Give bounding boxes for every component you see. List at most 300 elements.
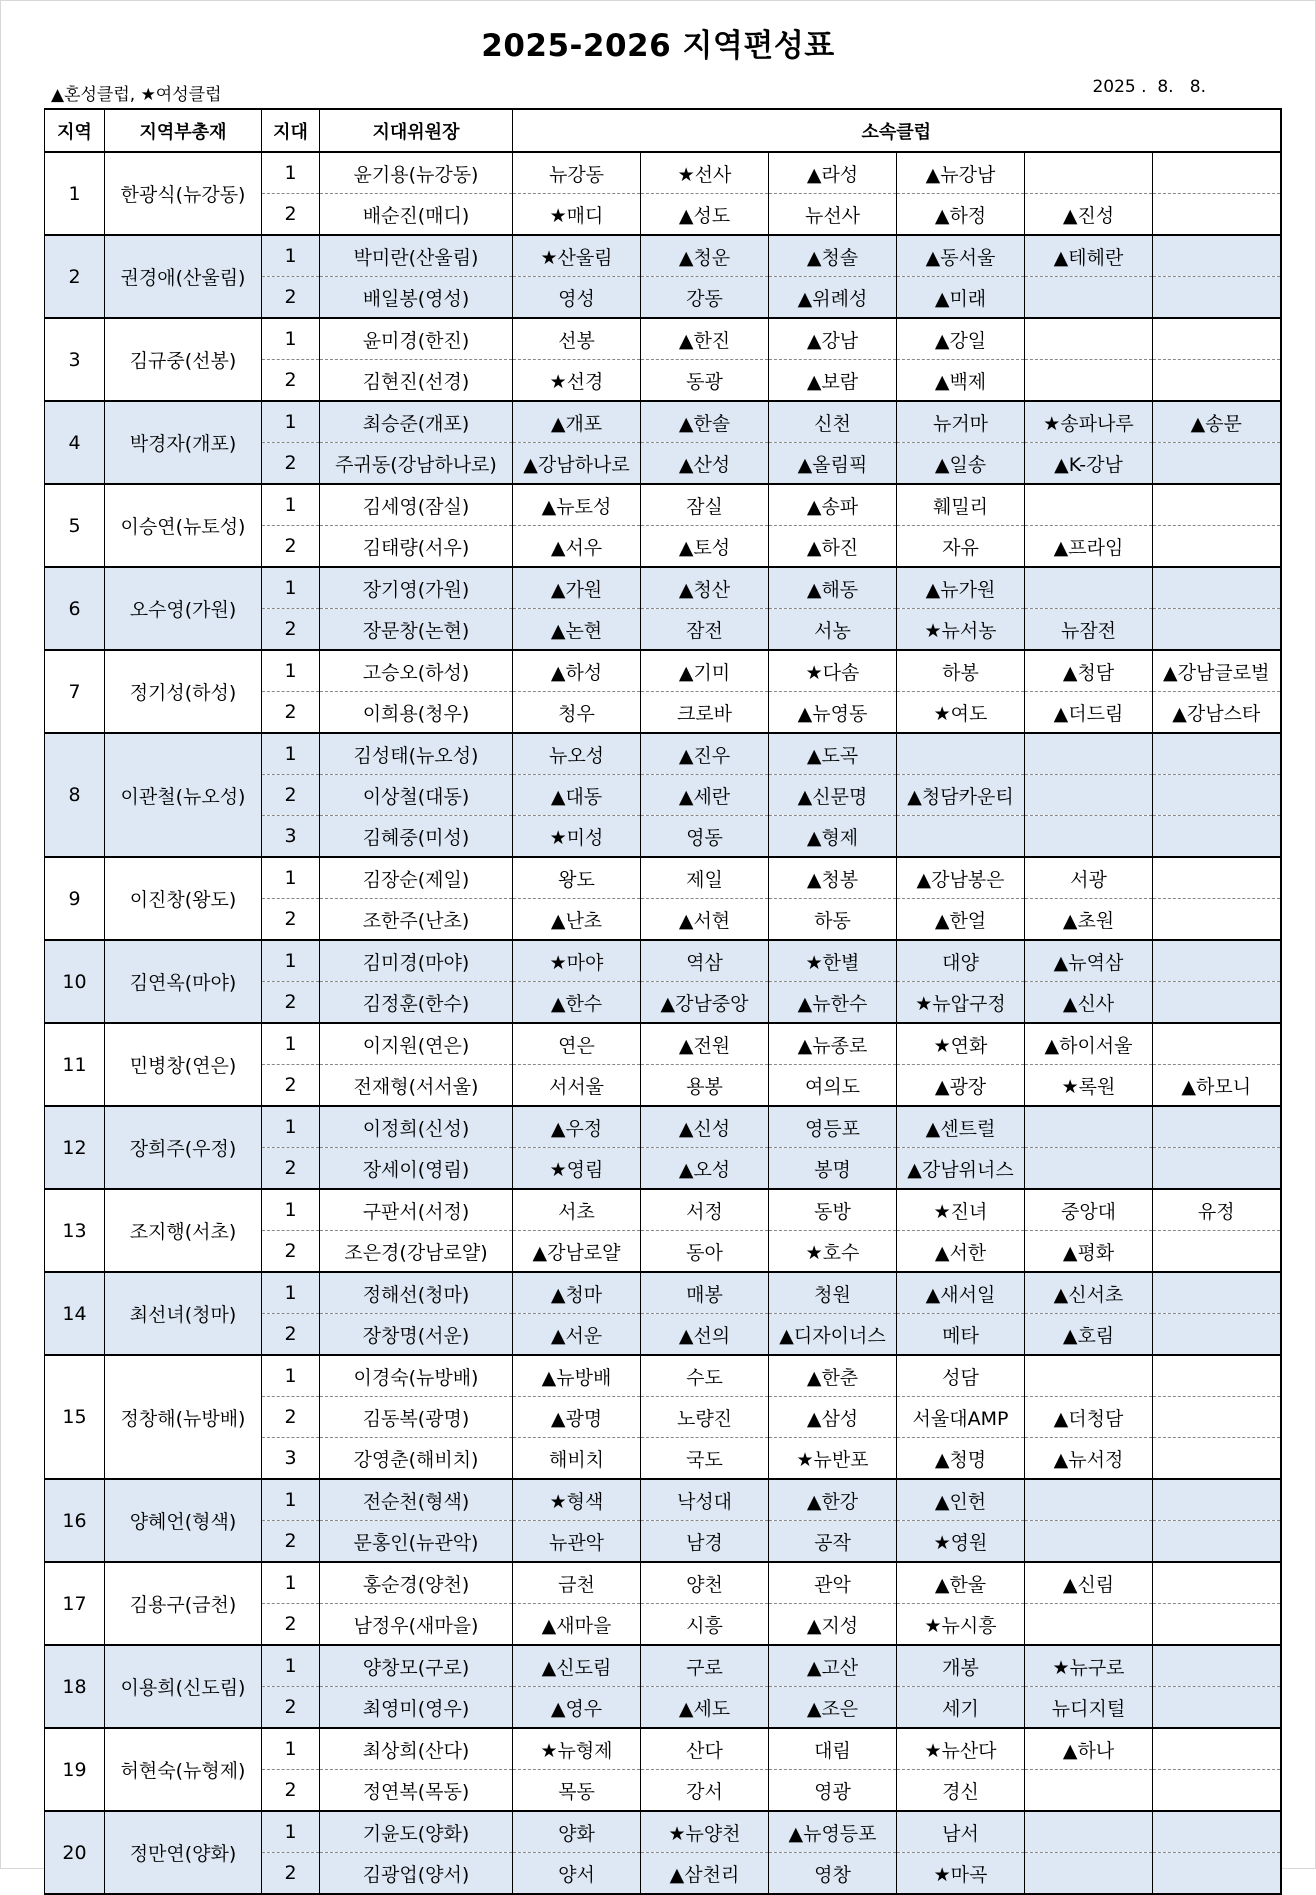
- club-cell: [1153, 526, 1281, 568]
- club-cell: ▲초원: [1025, 899, 1153, 941]
- club-cell: [1025, 484, 1153, 526]
- club-cell: 하동: [769, 899, 897, 941]
- club-cell: [1153, 235, 1281, 277]
- club-cell: ▲우정: [513, 1106, 641, 1148]
- club-cell: [1153, 816, 1281, 858]
- club-cell: [1025, 360, 1153, 402]
- club-cell: [1025, 1853, 1153, 1895]
- club-cell: ▲영우: [513, 1687, 641, 1729]
- club-cell: ▲한수: [513, 982, 641, 1024]
- club-cell: [1153, 982, 1281, 1024]
- club-cell: ▲강남하나로: [513, 443, 641, 485]
- club-cell: ▲디자이너스: [769, 1314, 897, 1356]
- unit-chair: 기윤도(양화): [320, 1811, 513, 1853]
- club-cell: ▲토성: [641, 526, 769, 568]
- table-row: [45, 940, 1281, 982]
- club-cell: 뉴잠전: [1025, 609, 1153, 651]
- unit-number: 1: [262, 1811, 320, 1853]
- club-cell: 선봉: [513, 318, 641, 360]
- club-cell: ▲강남스타: [1153, 692, 1281, 734]
- club-cell: [1025, 775, 1153, 816]
- unit-chair: 김혜중(미성): [320, 816, 513, 858]
- unit-chair: 전순천(형색): [320, 1479, 513, 1521]
- region-number: 2: [45, 235, 105, 318]
- unit-number: 2: [262, 899, 320, 941]
- unit-chair: 이지원(연은): [320, 1023, 513, 1065]
- unit-chair: 문홍인(뉴관악): [320, 1521, 513, 1563]
- unit-number: 3: [262, 816, 320, 858]
- club-cell: ★호수: [769, 1231, 897, 1273]
- unit-chair: 김장순(제일): [320, 857, 513, 899]
- region-number: 12: [45, 1106, 105, 1189]
- club-cell: ▲뉴영등포: [769, 1811, 897, 1853]
- club-cell: ▲한솔: [641, 401, 769, 443]
- club-cell: 성담: [897, 1355, 1025, 1397]
- club-cell: ▲선의: [641, 1314, 769, 1356]
- club-cell: ★뉴산다: [897, 1728, 1025, 1770]
- club-cell: ▲하진: [769, 526, 897, 568]
- unit-chair: 김동복(광명): [320, 1397, 513, 1438]
- club-cell: 유정: [1153, 1189, 1281, 1231]
- club-cell: ▲뉴토성: [513, 484, 641, 526]
- club-cell: ▲서운: [513, 1314, 641, 1356]
- club-cell: 공작: [769, 1521, 897, 1563]
- club-cell: ★산울림: [513, 235, 641, 277]
- vice-governor: 조지행(서초): [105, 1189, 262, 1272]
- club-cell: 뉴거마: [897, 401, 1025, 443]
- club-cell: ★영원: [897, 1521, 1025, 1563]
- unit-chair: 장문창(논현): [320, 609, 513, 651]
- club-cell: [1153, 1770, 1281, 1812]
- club-cell: ▲평화: [1025, 1231, 1153, 1273]
- club-cell: [1025, 1604, 1153, 1646]
- club-cell: ▲진우: [641, 733, 769, 775]
- club-cell: 개봉: [897, 1645, 1025, 1687]
- club-cell: ▲뉴종로: [769, 1023, 897, 1065]
- vice-governor: 이용희(신도림): [105, 1645, 262, 1728]
- unit-number: 2: [262, 1521, 320, 1563]
- club-cell: 노량진: [641, 1397, 769, 1438]
- table-row: [45, 1645, 1281, 1687]
- club-cell: ▲새마을: [513, 1604, 641, 1646]
- legend: ▲혼성클럽, ★여성클럽: [51, 85, 222, 105]
- region-number: 4: [45, 401, 105, 484]
- club-cell: 영동: [641, 816, 769, 858]
- vice-governor: 이승연(뉴토성): [105, 484, 262, 567]
- club-cell: 역삼: [641, 940, 769, 982]
- club-cell: ★송파나루: [1025, 401, 1153, 443]
- table-row: [45, 1479, 1281, 1521]
- region-number: 6: [45, 567, 105, 650]
- club-cell: ▲형제: [769, 816, 897, 858]
- table-row: [45, 1272, 1281, 1314]
- club-cell: [1025, 733, 1153, 775]
- club-cell: [1153, 1604, 1281, 1646]
- club-cell: ▲한춘: [769, 1355, 897, 1397]
- club-cell: [1153, 1687, 1281, 1729]
- club-cell: [1153, 152, 1281, 194]
- unit-chair: 구판서(서정): [320, 1189, 513, 1231]
- unit-number: 2: [262, 360, 320, 402]
- club-cell: ▲위례성: [769, 277, 897, 319]
- table-row: [45, 567, 1281, 609]
- table-row: [45, 1355, 1281, 1397]
- unit-chair: 장세이(영림): [320, 1148, 513, 1190]
- club-cell: ▲강남위너스: [897, 1148, 1025, 1190]
- club-cell: 왕도: [513, 857, 641, 899]
- table-row: [45, 1189, 1281, 1231]
- club-cell: [1153, 1023, 1281, 1065]
- table-row: [45, 1811, 1281, 1853]
- unit-chair: 양창모(구로): [320, 1645, 513, 1687]
- unit-chair: 최승준(개포): [320, 401, 513, 443]
- table-row: [45, 1106, 1281, 1148]
- club-cell: ▲기미: [641, 650, 769, 692]
- club-cell: 봉명: [769, 1148, 897, 1190]
- unit-number: 3: [262, 1438, 320, 1480]
- club-cell: ▲세란: [641, 775, 769, 816]
- club-cell: 메타: [897, 1314, 1025, 1356]
- page-title: 2025-2026 지역편성표: [481, 28, 835, 64]
- vice-governor: 김용구(금천): [105, 1562, 262, 1645]
- club-cell: [1153, 733, 1281, 775]
- club-cell: ▲강남봉은: [897, 857, 1025, 899]
- club-cell: 뉴관악: [513, 1521, 641, 1563]
- unit-chair: 이희용(청우): [320, 692, 513, 734]
- club-cell: 서농: [769, 609, 897, 651]
- club-cell: [1153, 1521, 1281, 1563]
- club-cell: ▲하모니: [1153, 1065, 1281, 1107]
- club-cell: 잠실: [641, 484, 769, 526]
- club-cell: ▲신서초: [1025, 1272, 1153, 1314]
- unit-chair: 조은경(강남로얄): [320, 1231, 513, 1273]
- unit-number: 2: [262, 1853, 320, 1895]
- club-cell: [1025, 318, 1153, 360]
- club-cell: 경신: [897, 1770, 1025, 1812]
- club-cell: 청원: [769, 1272, 897, 1314]
- club-cell: 여의도: [769, 1065, 897, 1107]
- club-cell: ▲한울: [897, 1562, 1025, 1604]
- unit-number: 1: [262, 484, 320, 526]
- vice-governor: 김연옥(마야): [105, 940, 262, 1023]
- club-cell: ▲청명: [897, 1438, 1025, 1480]
- club-cell: ▲동서울: [897, 235, 1025, 277]
- club-cell: ★여도: [897, 692, 1025, 734]
- club-cell: 영등포: [769, 1106, 897, 1148]
- unit-chair: 김세영(잠실): [320, 484, 513, 526]
- club-cell: [897, 816, 1025, 858]
- club-cell: ▲청담카운티: [897, 775, 1025, 816]
- region-number: 7: [45, 650, 105, 733]
- club-cell: ▲청봉: [769, 857, 897, 899]
- club-cell: ▲하성: [513, 650, 641, 692]
- vice-governor: 정창해(뉴방배): [105, 1355, 262, 1479]
- club-cell: ▲한강: [769, 1479, 897, 1521]
- unit-number: 2: [262, 1604, 320, 1646]
- roster-body: [45, 152, 1281, 1894]
- club-cell: ▲올림픽: [769, 443, 897, 485]
- unit-chair: 박미란(산울림): [320, 235, 513, 277]
- club-cell: 대림: [769, 1728, 897, 1770]
- club-cell: ★뉴형제: [513, 1728, 641, 1770]
- vice-governor: 정기성(하성): [105, 650, 262, 733]
- club-cell: ▲뉴한수: [769, 982, 897, 1024]
- club-cell: ▲미래: [897, 277, 1025, 319]
- club-cell: ★뉴양천: [641, 1811, 769, 1853]
- club-cell: [1153, 567, 1281, 609]
- club-cell: 중앙대: [1025, 1189, 1153, 1231]
- club-cell: ▲뉴방배: [513, 1355, 641, 1397]
- club-cell: 연은: [513, 1023, 641, 1065]
- club-cell: [1153, 1272, 1281, 1314]
- region-number: 1: [45, 152, 105, 235]
- club-cell: ▲뉴서정: [1025, 1438, 1153, 1480]
- header-clubs: 소속클럽: [513, 109, 1281, 152]
- region-number: 18: [45, 1645, 105, 1728]
- club-cell: ▲하이서울: [1025, 1023, 1153, 1065]
- club-cell: ▲호림: [1025, 1314, 1153, 1356]
- club-cell: [1025, 816, 1153, 858]
- vice-governor: 권경애(산울림): [105, 235, 262, 318]
- club-cell: ▲테헤란: [1025, 235, 1153, 277]
- club-cell: [1153, 484, 1281, 526]
- club-cell: ▲청담: [1025, 650, 1153, 692]
- unit-chair: 정해선(청마): [320, 1272, 513, 1314]
- vice-governor: 민병창(연은): [105, 1023, 262, 1106]
- vice-governor: 정만연(양화): [105, 1811, 262, 1894]
- club-cell: ▲삼천리: [641, 1853, 769, 1895]
- club-cell: ★뉴서농: [897, 609, 1025, 651]
- club-cell: [1025, 1770, 1153, 1812]
- club-cell: 동광: [641, 360, 769, 402]
- unit-number: 1: [262, 152, 320, 194]
- club-cell: [1025, 567, 1153, 609]
- club-cell: 뉴디지털: [1025, 1687, 1153, 1729]
- club-cell: [1025, 152, 1153, 194]
- unit-number: 2: [262, 1231, 320, 1273]
- club-cell: [1153, 277, 1281, 319]
- club-cell: 대양: [897, 940, 1025, 982]
- vice-governor: 허현숙(뉴형제): [105, 1728, 262, 1811]
- club-cell: ▲더드림: [1025, 692, 1153, 734]
- club-cell: ▲조은: [769, 1687, 897, 1729]
- club-cell: [1153, 609, 1281, 651]
- club-cell: ▲서현: [641, 899, 769, 941]
- club-cell: [1025, 1148, 1153, 1190]
- club-cell: [1153, 1811, 1281, 1853]
- club-cell: ▲진성: [1025, 194, 1153, 236]
- club-cell: ▲뉴영동: [769, 692, 897, 734]
- club-cell: [1153, 1397, 1281, 1438]
- club-cell: ▲광장: [897, 1065, 1025, 1107]
- club-cell: ▲개포: [513, 401, 641, 443]
- table-row: [45, 857, 1281, 899]
- club-cell: ▲난초: [513, 899, 641, 941]
- club-cell: [1153, 1106, 1281, 1148]
- club-cell: ★한별: [769, 940, 897, 982]
- unit-number: 1: [262, 650, 320, 692]
- vice-governor: 이진창(왕도): [105, 857, 262, 940]
- unit-number: 2: [262, 526, 320, 568]
- unit-chair: 홍순경(양천): [320, 1562, 513, 1604]
- unit-chair: 김성태(뉴오성): [320, 733, 513, 775]
- club-cell: 시흥: [641, 1604, 769, 1646]
- vice-governor: 최선녀(청마): [105, 1272, 262, 1355]
- club-cell: [1153, 1355, 1281, 1397]
- club-cell: ▲한얼: [897, 899, 1025, 941]
- club-cell: ▲하나: [1025, 1728, 1153, 1770]
- club-cell: 수도: [641, 1355, 769, 1397]
- club-cell: 청우: [513, 692, 641, 734]
- club-cell: 영광: [769, 1770, 897, 1812]
- table-row: [45, 1728, 1281, 1770]
- header-vice-governor: 지역부총재: [105, 109, 262, 152]
- unit-chair: 최영미(영우): [320, 1687, 513, 1729]
- club-cell: ▲신문명: [769, 775, 897, 816]
- club-cell: ▲오성: [641, 1148, 769, 1190]
- unit-number: 1: [262, 1189, 320, 1231]
- club-cell: ▲대동: [513, 775, 641, 816]
- club-cell: 잠전: [641, 609, 769, 651]
- club-cell: ★형색: [513, 1479, 641, 1521]
- club-cell: 영성: [513, 277, 641, 319]
- club-cell: 뉴오성: [513, 733, 641, 775]
- club-cell: ★뉴구로: [1025, 1645, 1153, 1687]
- region-number: 17: [45, 1562, 105, 1645]
- club-cell: ★미성: [513, 816, 641, 858]
- club-cell: [897, 733, 1025, 775]
- club-cell: 서정: [641, 1189, 769, 1231]
- vice-governor: 박경자(개포): [105, 401, 262, 484]
- region-number: 16: [45, 1479, 105, 1562]
- club-cell: ▲강남로얄: [513, 1231, 641, 1273]
- club-cell: 제일: [641, 857, 769, 899]
- club-cell: ▲송문: [1153, 401, 1281, 443]
- club-cell: ★연화: [897, 1023, 1025, 1065]
- club-cell: 서초: [513, 1189, 641, 1231]
- club-cell: ▲뉴가원: [897, 567, 1025, 609]
- table-row: [45, 733, 1281, 775]
- club-cell: 남서: [897, 1811, 1025, 1853]
- club-cell: ▲강남글로벌: [1153, 650, 1281, 692]
- table-row: [45, 650, 1281, 692]
- club-cell: ▲청마: [513, 1272, 641, 1314]
- unit-chair: 김현진(선경): [320, 360, 513, 402]
- club-cell: 강동: [641, 277, 769, 319]
- unit-chair: 배일봉(영성): [320, 277, 513, 319]
- unit-chair: 김광업(양서): [320, 1853, 513, 1895]
- club-cell: ▲광명: [513, 1397, 641, 1438]
- unit-number: 2: [262, 692, 320, 734]
- club-cell: 세기: [897, 1687, 1025, 1729]
- header-row: [45, 109, 1281, 152]
- region-number: 20: [45, 1811, 105, 1894]
- club-cell: 남경: [641, 1521, 769, 1563]
- unit-chair: 전재형(서서울): [320, 1065, 513, 1107]
- club-cell: 국도: [641, 1438, 769, 1480]
- header-region: 지역: [45, 109, 105, 152]
- unit-number: 1: [262, 318, 320, 360]
- club-cell: ★선사: [641, 152, 769, 194]
- club-cell: ▲하정: [897, 194, 1025, 236]
- club-cell: [1153, 1314, 1281, 1356]
- unit-number: 2: [262, 1687, 320, 1729]
- unit-number: 2: [262, 1770, 320, 1812]
- table-row: [45, 1023, 1281, 1065]
- club-cell: ▲강남: [769, 318, 897, 360]
- region-number: 3: [45, 318, 105, 401]
- unit-chair: 최상희(산다): [320, 1728, 513, 1770]
- club-cell: ▲센트럴: [897, 1106, 1025, 1148]
- club-cell: [1025, 1355, 1153, 1397]
- club-cell: 강서: [641, 1770, 769, 1812]
- club-cell: ▲가원: [513, 567, 641, 609]
- unit-chair: 남정우(새마을): [320, 1604, 513, 1646]
- table-row: [45, 318, 1281, 360]
- club-cell: ★매디: [513, 194, 641, 236]
- club-cell: [1153, 775, 1281, 816]
- unit-number: 2: [262, 194, 320, 236]
- club-cell: 양천: [641, 1562, 769, 1604]
- club-cell: 해비치: [513, 1438, 641, 1480]
- club-cell: ▲뉴강남: [897, 152, 1025, 194]
- club-cell: ★진녀: [897, 1189, 1025, 1231]
- club-cell: 뉴선사: [769, 194, 897, 236]
- unit-chair: 이정희(신성): [320, 1106, 513, 1148]
- unit-number: 1: [262, 857, 320, 899]
- club-cell: 신천: [769, 401, 897, 443]
- club-cell: 영창: [769, 1853, 897, 1895]
- region-number: 10: [45, 940, 105, 1023]
- club-cell: ▲지성: [769, 1604, 897, 1646]
- vice-governor: 한광식(뉴강동): [105, 152, 262, 235]
- club-cell: ▲논현: [513, 609, 641, 651]
- club-cell: ▲프라임: [1025, 526, 1153, 568]
- unit-number: 1: [262, 1479, 320, 1521]
- club-cell: 서광: [1025, 857, 1153, 899]
- unit-chair: 이경숙(뉴방배): [320, 1355, 513, 1397]
- club-cell: [1153, 1148, 1281, 1190]
- club-cell: ▲고산: [769, 1645, 897, 1687]
- club-cell: ▲청솔: [769, 235, 897, 277]
- unit-number: 1: [262, 1728, 320, 1770]
- club-cell: [1153, 940, 1281, 982]
- club-cell: ★선경: [513, 360, 641, 402]
- region-number: 14: [45, 1272, 105, 1355]
- club-cell: ★뉴반포: [769, 1438, 897, 1480]
- club-cell: ▲보람: [769, 360, 897, 402]
- unit-number: 1: [262, 1106, 320, 1148]
- unit-number: 1: [262, 733, 320, 775]
- vice-governor: 김규중(선봉): [105, 318, 262, 401]
- unit-number: 1: [262, 235, 320, 277]
- club-cell: [1153, 1645, 1281, 1687]
- vice-governor: 양혜언(형색): [105, 1479, 262, 1562]
- unit-number: 2: [262, 1065, 320, 1107]
- club-cell: 산다: [641, 1728, 769, 1770]
- unit-number: 2: [262, 1397, 320, 1438]
- vice-governor: 장희주(우정): [105, 1106, 262, 1189]
- club-cell: 금천: [513, 1562, 641, 1604]
- unit-number: 1: [262, 1645, 320, 1687]
- table-row: [45, 1562, 1281, 1604]
- table-row: [45, 401, 1281, 443]
- club-cell: ▲인헌: [897, 1479, 1025, 1521]
- club-cell: [1153, 857, 1281, 899]
- club-cell: 뉴강동: [513, 152, 641, 194]
- club-cell: 매봉: [641, 1272, 769, 1314]
- unit-number: 2: [262, 982, 320, 1024]
